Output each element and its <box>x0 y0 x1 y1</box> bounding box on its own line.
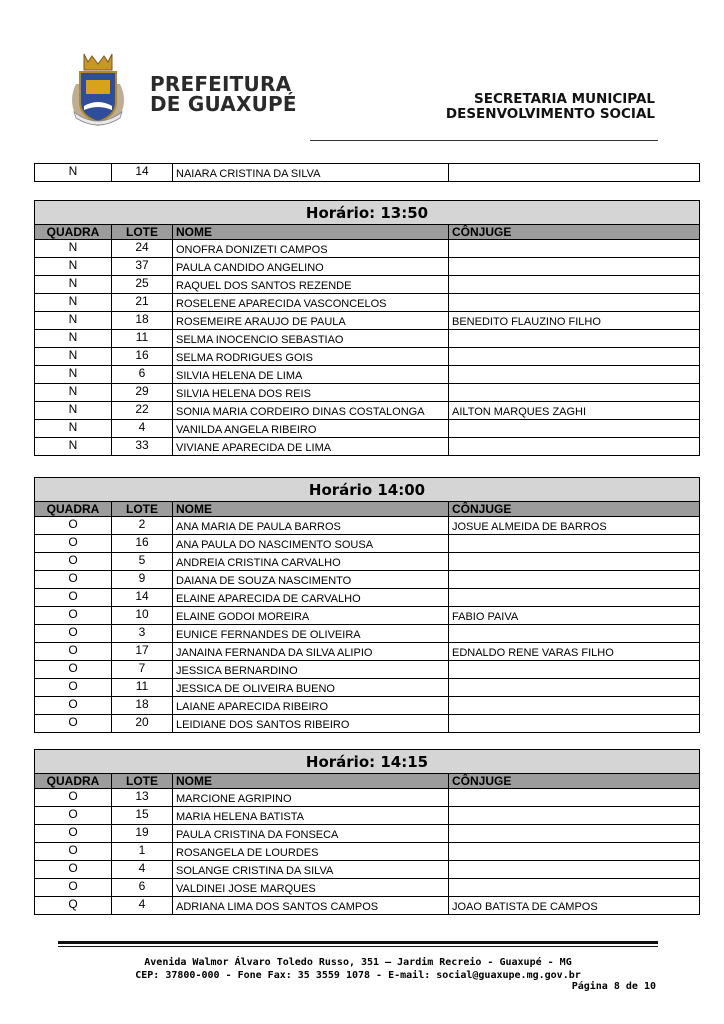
lote-cell: 18 <box>112 312 173 330</box>
quadra-cell: N <box>35 276 112 294</box>
table-row <box>35 294 700 312</box>
lote-cell: 6 <box>112 879 173 897</box>
table-row <box>35 679 700 697</box>
conjuge-cell <box>449 807 700 825</box>
conjuge-cell: AILTON MARQUES ZAGHI <box>449 402 700 420</box>
quadra-cell: O <box>35 535 112 553</box>
table-row <box>35 789 700 807</box>
header-divider <box>310 140 658 141</box>
lote-cell: 33 <box>112 438 173 456</box>
table-row <box>35 825 700 843</box>
nome-cell: NAIARA CRISTINA DA SILVA <box>173 164 449 182</box>
conjuge-cell <box>449 589 700 607</box>
conjuge-cell <box>449 438 700 456</box>
nome-cell: RAQUEL DOS SANTOS REZENDE <box>173 276 449 294</box>
lote-cell: 3 <box>112 625 173 643</box>
lote-cell: 5 <box>112 553 173 571</box>
table-row <box>35 879 700 897</box>
lote-cell: 14 <box>112 589 173 607</box>
nome-cell: JANAINA FERNANDA DA SILVA ALIPIO <box>173 643 449 661</box>
quadra-cell: O <box>35 879 112 897</box>
department-line-1: SECRETARIA MUNICIPAL <box>474 91 655 107</box>
quadra-cell: N <box>35 258 112 276</box>
conjuge-cell <box>449 164 700 182</box>
nome-header: NOME <box>173 502 449 517</box>
conjuge-cell <box>449 294 700 312</box>
nome-cell: VIVIANE APARECIDA DE LIMA <box>173 438 449 456</box>
conjuge-cell <box>449 384 700 402</box>
lote-cell: 24 <box>112 240 173 258</box>
nome-cell: DAIANA DE SOUZA NASCIMENTO <box>173 571 449 589</box>
prefeitura-logo <box>50 40 300 132</box>
lote-cell: 22 <box>112 402 173 420</box>
nome-cell: LEIDIANE DOS SANTOS RIBEIRO <box>173 715 449 733</box>
table-row <box>35 517 700 535</box>
nome-cell: JESSICA BERNARDINO <box>173 661 449 679</box>
table-row <box>35 164 700 182</box>
table-row <box>35 715 700 733</box>
time-slot-title: Horário: 13:50 <box>35 201 700 225</box>
conjuge-cell <box>449 348 700 366</box>
quadra-cell: N <box>35 348 112 366</box>
lote-cell: 14 <box>112 164 173 182</box>
column-header-row <box>35 774 700 789</box>
lote-cell: 6 <box>112 366 173 384</box>
conjuge-cell <box>449 715 700 733</box>
table-row <box>35 697 700 715</box>
lote-header: LOTE <box>112 502 173 517</box>
nome-cell: SOLANGE CRISTINA DA SILVA <box>173 861 449 879</box>
time-slot-row <box>35 750 700 774</box>
conjuge-cell <box>449 879 700 897</box>
table-row <box>35 402 700 420</box>
quadra-cell: O <box>35 715 112 733</box>
continued-table <box>34 163 700 182</box>
table-row <box>35 661 700 679</box>
quadra-cell: N <box>35 366 112 384</box>
schedule-table-1400 <box>34 477 700 733</box>
table-row <box>35 843 700 861</box>
nome-cell: VANILDA ANGELA RIBEIRO <box>173 420 449 438</box>
table-row <box>35 625 700 643</box>
table-row <box>35 897 700 915</box>
nome-cell: PAULA CRISTINA DA FONSECA <box>173 825 449 843</box>
table-row <box>35 553 700 571</box>
nome-header: NOME <box>173 774 449 789</box>
time-slot-title: Horário: 14:15 <box>35 750 700 774</box>
nome-cell: ANA PAULA DO NASCIMENTO SOUSA <box>173 535 449 553</box>
conjuge-cell <box>449 861 700 879</box>
nome-cell: EUNICE FERNANDES DE OLIVEIRA <box>173 625 449 643</box>
address-line-2: CEP: 37800-000 - Fone Fax: 35 3559 1078 - E-mail: social@guaxupe.mg.gov.br <box>135 970 581 981</box>
conjuge-cell <box>449 240 700 258</box>
table-row <box>35 438 700 456</box>
quadra-cell: O <box>35 661 112 679</box>
schedule-table-body <box>35 750 700 915</box>
quadra-cell: O <box>35 697 112 715</box>
quadra-cell: N <box>35 330 112 348</box>
conjuge-cell <box>449 625 700 643</box>
conjuge-cell <box>449 258 700 276</box>
quadra-cell: Q <box>35 897 112 915</box>
column-header-row <box>35 225 700 240</box>
schedule-table-body <box>35 478 700 733</box>
nome-cell: MARCIONE AGRIPINO <box>173 789 449 807</box>
lote-cell: 16 <box>112 348 173 366</box>
nome-cell: SELMA INOCENCIO SEBASTIAO <box>173 330 449 348</box>
schedule-table-body <box>35 201 700 456</box>
conjuge-cell <box>449 843 700 861</box>
conjuge-cell <box>449 330 700 348</box>
conjuge-cell <box>449 571 700 589</box>
nome-cell: ROSEMEIRE ARAUJO DE PAULA <box>173 312 449 330</box>
lote-cell: 19 <box>112 825 173 843</box>
table-row <box>35 384 700 402</box>
lote-cell: 13 <box>112 789 173 807</box>
quadra-cell: O <box>35 861 112 879</box>
lote-cell: 9 <box>112 571 173 589</box>
time-slot-row <box>35 201 700 225</box>
continued-table-body <box>35 164 700 182</box>
nome-cell: SONIA MARIA CORDEIRO DINAS COSTALONGA <box>173 402 449 420</box>
lote-cell: 7 <box>112 661 173 679</box>
table-row <box>35 312 700 330</box>
lote-cell: 29 <box>112 384 173 402</box>
table-row <box>35 276 700 294</box>
nome-cell: ROSANGELA DE LOURDES <box>173 843 449 861</box>
table-row <box>35 861 700 879</box>
quadra-cell: O <box>35 589 112 607</box>
nome-cell: ADRIANA LIMA DOS SANTOS CAMPOS <box>173 897 449 915</box>
nome-cell: SILVIA HELENA DE LIMA <box>173 366 449 384</box>
lote-cell: 15 <box>112 807 173 825</box>
conjuge-header: CÔNJUGE <box>449 774 700 789</box>
quadra-cell: N <box>35 164 112 182</box>
nome-cell: VALDINEI JOSE MARQUES <box>173 879 449 897</box>
lote-cell: 4 <box>112 420 173 438</box>
quadra-cell: O <box>35 607 112 625</box>
quadra-header: QUADRA <box>35 502 112 517</box>
conjuge-cell: EDNALDO RENE VARAS FILHO <box>449 643 700 661</box>
conjuge-cell: JOSUE ALMEIDA DE BARROS <box>449 517 700 535</box>
nome-cell: LAIANE APARECIDA RIBEIRO <box>173 697 449 715</box>
conjuge-cell <box>449 366 700 384</box>
quadra-cell: N <box>35 240 112 258</box>
nome-cell: JESSICA DE OLIVEIRA BUENO <box>173 679 449 697</box>
conjuge-cell <box>449 679 700 697</box>
nome-cell: ROSELENE APARECIDA VASCONCELOS <box>173 294 449 312</box>
conjuge-cell: FABIO PAIVA <box>449 607 700 625</box>
quadra-header: QUADRA <box>35 225 112 240</box>
page-header <box>0 0 724 150</box>
time-slot-row <box>35 478 700 502</box>
nome-cell: SELMA RODRIGUES GOIS <box>173 348 449 366</box>
conjuge-cell <box>449 535 700 553</box>
nome-cell: ELAINE GODOI MOREIRA <box>173 607 449 625</box>
conjuge-cell <box>449 661 700 679</box>
footer-divider-thick <box>58 941 658 944</box>
footer-address <box>58 956 658 982</box>
schedule-table-1415 <box>34 749 700 915</box>
conjuge-cell <box>449 825 700 843</box>
quadra-header: QUADRA <box>35 774 112 789</box>
conjuge-header: CÔNJUGE <box>449 225 700 240</box>
nome-cell: ONOFRA DONIZETI CAMPOS <box>173 240 449 258</box>
quadra-cell: O <box>35 571 112 589</box>
quadra-cell: N <box>35 384 112 402</box>
quadra-cell: N <box>35 420 112 438</box>
quadra-cell: N <box>35 438 112 456</box>
lote-header: LOTE <box>112 774 173 789</box>
footer-divider-thin <box>58 946 658 947</box>
table-row <box>35 807 700 825</box>
nome-header: NOME <box>173 225 449 240</box>
nome-cell: SILVIA HELENA DOS REIS <box>173 384 449 402</box>
quadra-cell: O <box>35 679 112 697</box>
table-row <box>35 535 700 553</box>
brand-line-2: DE GUAXUPÉ <box>150 92 297 116</box>
quadra-cell: N <box>35 402 112 420</box>
conjuge-cell <box>449 276 700 294</box>
department-name <box>446 92 655 122</box>
lote-cell: 25 <box>112 276 173 294</box>
conjuge-cell: BENEDITO FLAUZINO FILHO <box>449 312 700 330</box>
address-line-1: Avenida Walmor Álvaro Toledo Russo, 351 – Jardim Recreio - Guaxupé - MG <box>144 957 572 968</box>
lote-cell: 10 <box>112 607 173 625</box>
conjuge-cell <box>449 789 700 807</box>
table-row <box>35 589 700 607</box>
table-row <box>35 571 700 589</box>
nome-cell: ANA MARIA DE PAULA BARROS <box>173 517 449 535</box>
table-row <box>35 240 700 258</box>
conjuge-cell <box>449 553 700 571</box>
lote-header: LOTE <box>112 225 173 240</box>
lote-cell: 11 <box>112 679 173 697</box>
table-row <box>35 607 700 625</box>
nome-cell: PAULA CANDIDO ANGELINO <box>173 258 449 276</box>
lote-cell: 20 <box>112 715 173 733</box>
schedule-table-1350 <box>34 200 700 456</box>
table-row <box>35 258 700 276</box>
lote-cell: 17 <box>112 643 173 661</box>
city-crest-icon <box>66 50 130 128</box>
lote-cell: 37 <box>112 258 173 276</box>
nome-cell: ELAINE APARECIDA DE CARVALHO <box>173 589 449 607</box>
quadra-cell: O <box>35 807 112 825</box>
conjuge-header: CÔNJUGE <box>449 502 700 517</box>
lote-cell: 4 <box>112 897 173 915</box>
lote-cell: 2 <box>112 517 173 535</box>
table-row <box>35 643 700 661</box>
table-row <box>35 348 700 366</box>
conjuge-cell: JOAO BATISTA DE CAMPOS <box>449 897 700 915</box>
quadra-cell: O <box>35 517 112 535</box>
lote-cell: 18 <box>112 697 173 715</box>
time-slot-title: Horário 14:00 <box>35 478 700 502</box>
lote-cell: 11 <box>112 330 173 348</box>
quadra-cell: N <box>35 294 112 312</box>
brand-line-1: PREFEITURA <box>150 72 292 96</box>
nome-cell: MARIA HELENA BATISTA <box>173 807 449 825</box>
quadra-cell: O <box>35 643 112 661</box>
lote-cell: 21 <box>112 294 173 312</box>
quadra-cell: O <box>35 825 112 843</box>
brand-name <box>150 74 297 114</box>
conjuge-cell <box>449 697 700 715</box>
lote-cell: 1 <box>112 843 173 861</box>
quadra-cell: O <box>35 789 112 807</box>
lote-cell: 4 <box>112 861 173 879</box>
department-line-2: DESENVOLVIMENTO SOCIAL <box>445 106 655 122</box>
page-number: Página 8 de 10 <box>571 981 656 992</box>
column-header-row <box>35 502 700 517</box>
quadra-cell: O <box>35 553 112 571</box>
table-row <box>35 330 700 348</box>
quadra-cell: O <box>35 625 112 643</box>
quadra-cell: O <box>35 843 112 861</box>
nome-cell: ANDREIA CRISTINA CARVALHO <box>173 553 449 571</box>
quadra-cell: N <box>35 312 112 330</box>
table-row <box>35 366 700 384</box>
lote-cell: 16 <box>112 535 173 553</box>
table-row <box>35 420 700 438</box>
conjuge-cell <box>449 420 700 438</box>
